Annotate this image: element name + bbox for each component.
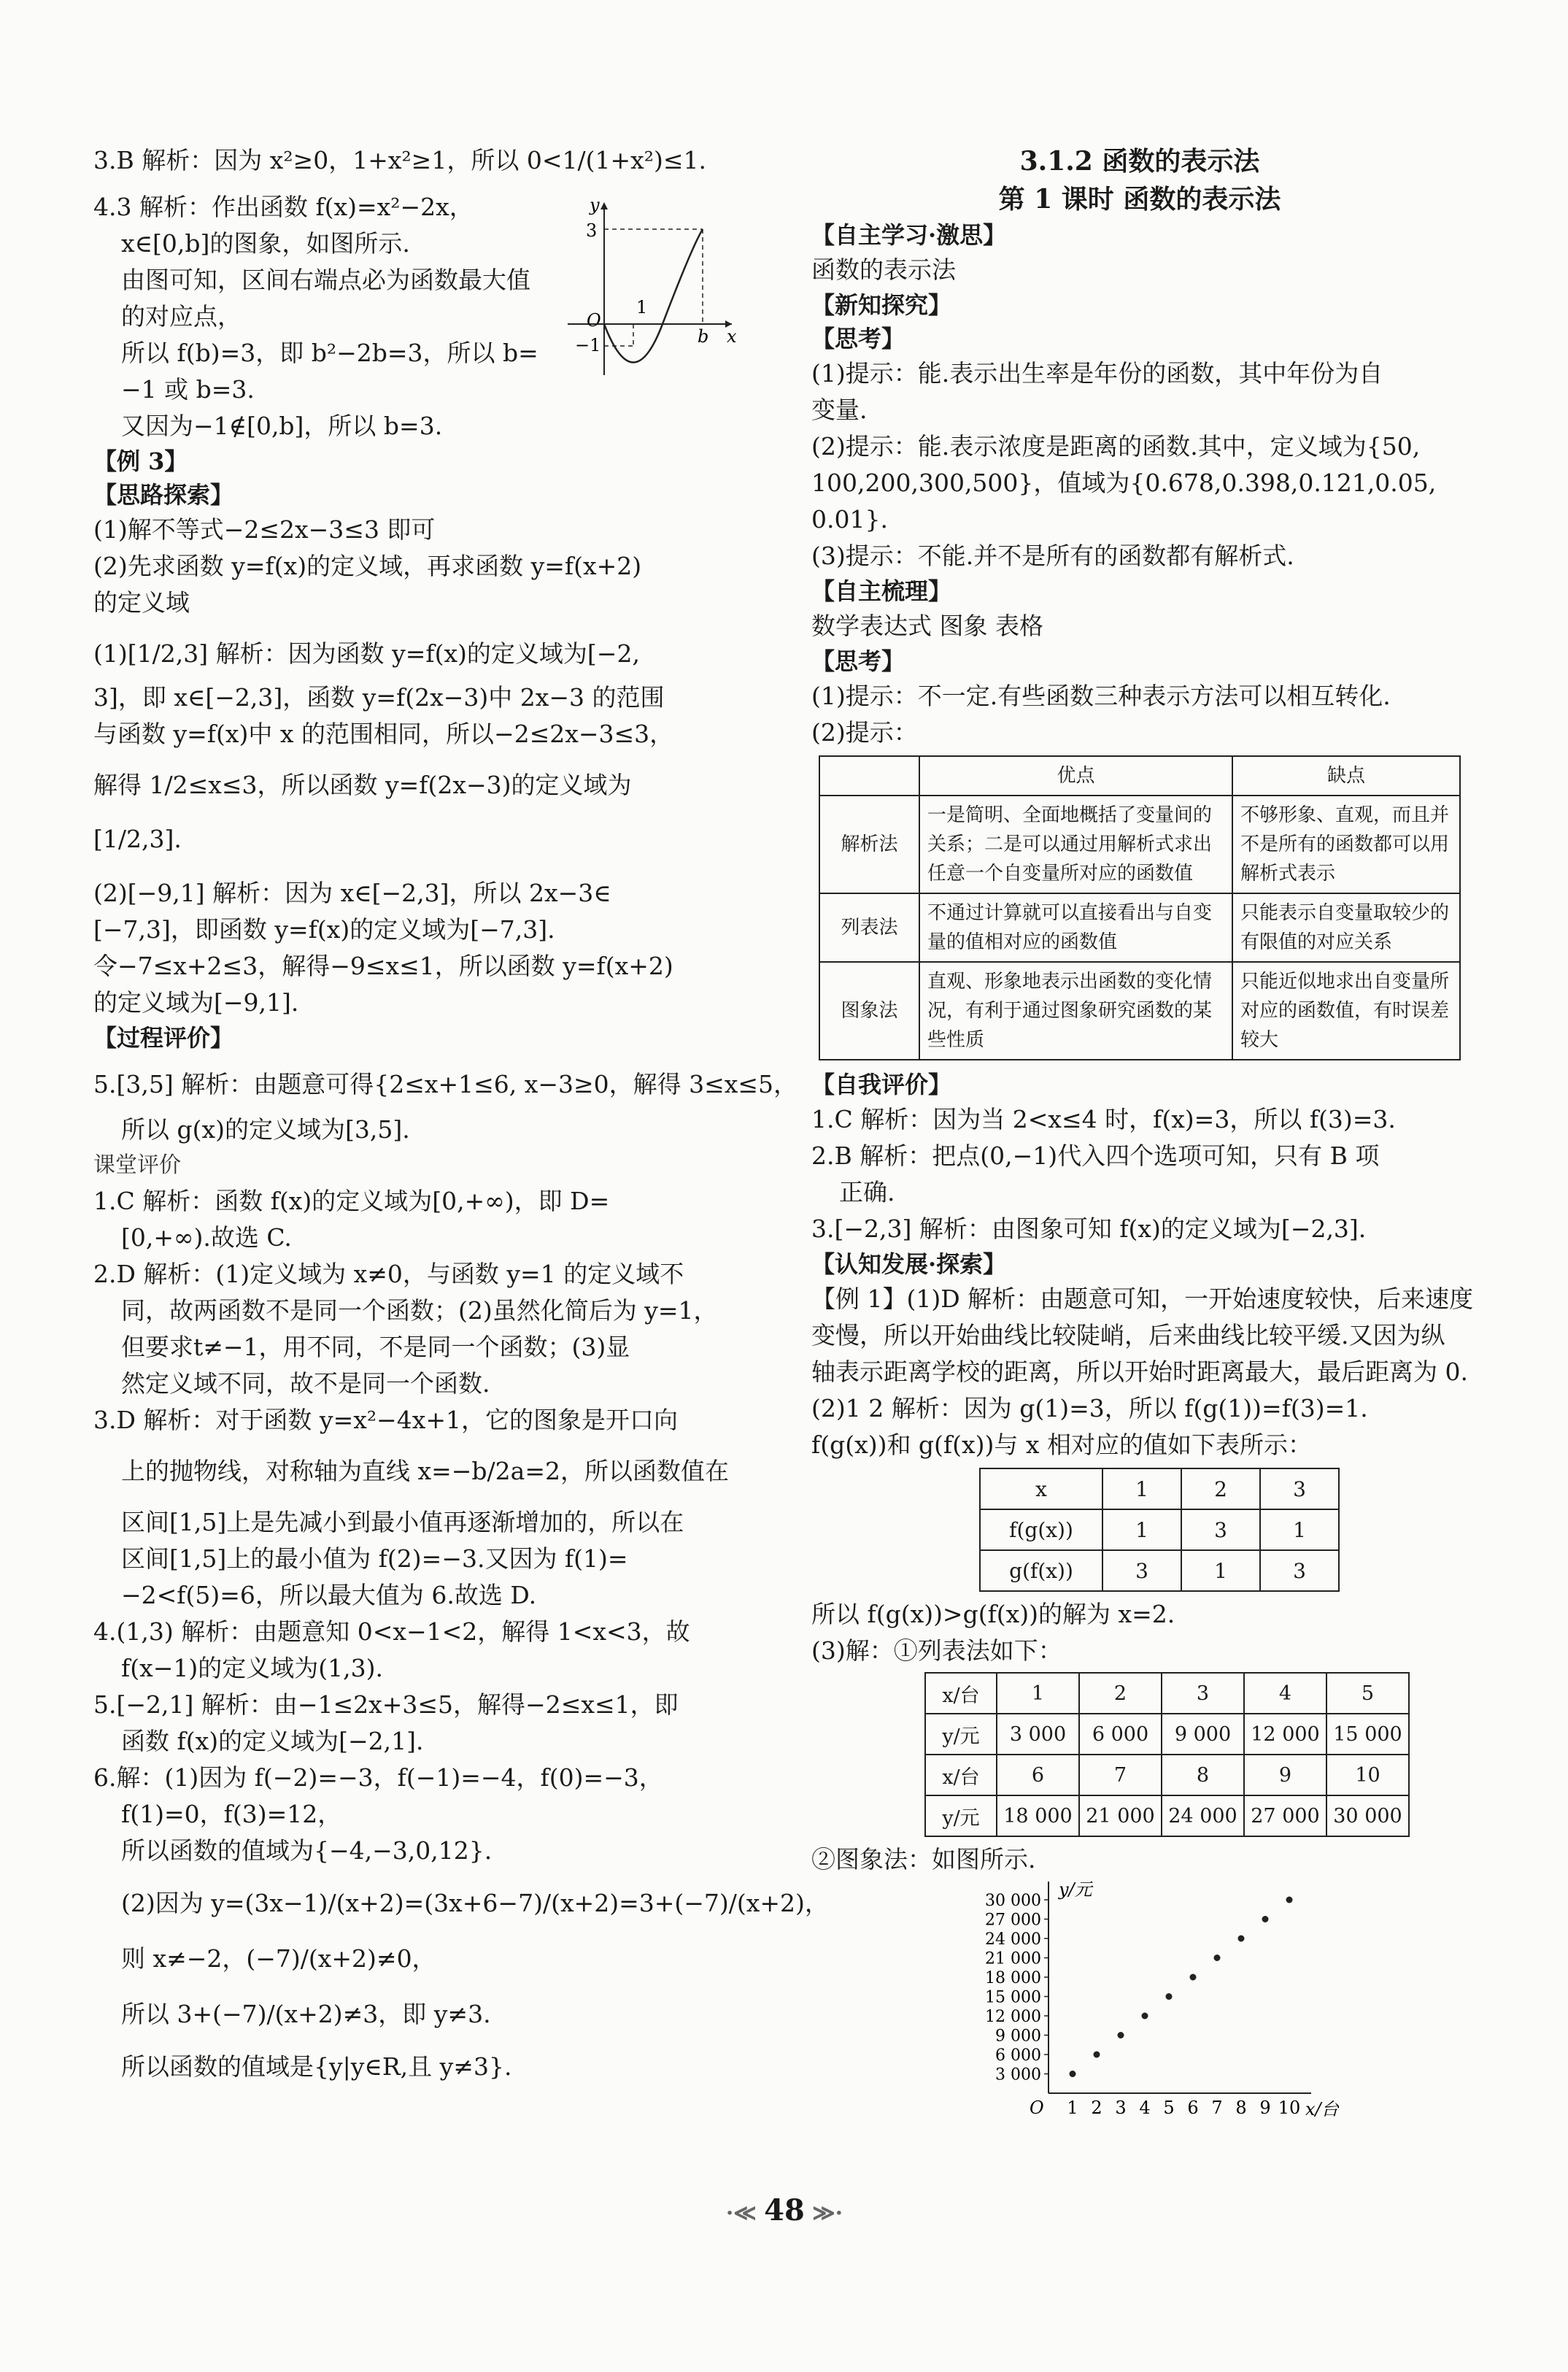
data-point xyxy=(1118,2032,1124,2038)
text-line: 变慢，所以开始曲线比较陡峭，后来曲线比较平缓.又因为纵 xyxy=(811,1321,1445,1349)
price-table xyxy=(924,1672,1410,1837)
text-line: (3)解：①列表法如下： xyxy=(811,1636,1062,1665)
text-line: 但要求t≠−1，用不同，不是同一个函数；(3)显 xyxy=(121,1333,630,1361)
cell: 3 xyxy=(1181,1509,1260,1550)
y-tick-label: 15 000 xyxy=(985,1988,1041,2007)
new-knowledge-tag: 【新知探究】 xyxy=(811,291,952,319)
text-line: 4.(1,3) 解析：由题意知 0<x−1<2，解得 1<x<3，故 xyxy=(93,1617,690,1646)
x-tick-label: 8 xyxy=(1235,2098,1247,2118)
cell: 5 xyxy=(1326,1673,1409,1714)
x-tick-label: 4 xyxy=(1139,2098,1151,2118)
text-line: 轴表示距离学校的距离，所以开始时距离最大，最后距离为 0. xyxy=(811,1358,1468,1386)
text-line: 的定义域为[−9,1]. xyxy=(93,988,299,1017)
cell: 27 000 xyxy=(1244,1795,1326,1836)
cell: 18 000 xyxy=(997,1795,1079,1836)
x-tick-label: 10 xyxy=(1278,2098,1301,2118)
parabola-b-label: b xyxy=(698,326,709,347)
cell: 3 xyxy=(1260,1468,1339,1509)
text-line: 所以函数的值域为{−4,−3,0,12}. xyxy=(121,1836,493,1865)
cell: x/台 xyxy=(925,1755,997,1795)
cell: 2 xyxy=(1181,1468,1260,1509)
x-axis-label: x/台 xyxy=(1305,2099,1339,2119)
cell: 21 000 xyxy=(1079,1795,1162,1836)
cell: 8 xyxy=(1162,1755,1244,1795)
x-tick-label: 7 xyxy=(1211,2098,1223,2118)
text-line: (2)[−9,1] 解析：因为 x∈[−2,3]，所以 2x−3∈ xyxy=(93,879,611,907)
section-title: 3.1.2 函数的表示法 xyxy=(1019,146,1260,177)
row-name: 列表法 xyxy=(819,893,919,962)
text-line: 上的抛物线，对称轴为直线 x=−b/2a=2，所以函数值在 xyxy=(121,1457,729,1485)
cell: 4 xyxy=(1244,1673,1326,1714)
text-line: 同，故两函数不是同一个函数；(2)虽然化简后为 y=1， xyxy=(121,1296,718,1325)
answer-4-block xyxy=(93,189,743,444)
text-line: 【例 1】(1)D 解析：由题意可知，一开始速度较快，后来速度 xyxy=(811,1285,1474,1313)
text-line: 函数 f(x)的定义域为[−2,1]. xyxy=(121,1727,424,1755)
cell: 30 000 xyxy=(1326,1795,1409,1836)
y-axis-label: y/元 xyxy=(1059,1879,1092,1900)
text-line: 6.解：(1)因为 f(−2)=−3，f(−1)=−4，f(0)=−3， xyxy=(93,1763,663,1792)
text-line: f(x−1)的定义域为(1,3). xyxy=(121,1654,383,1682)
parabola-tick-1: 1 xyxy=(636,297,648,317)
cell: 6 000 xyxy=(1079,1714,1162,1755)
answer-4-line: 的对应点， xyxy=(121,302,242,331)
process-eval-tag: 【过程评价】 xyxy=(93,1024,234,1052)
text-line: 所以函数的值域是{y|y∈R,且 y≠3}. xyxy=(121,2052,512,2081)
x-tick-label: 5 xyxy=(1163,2098,1175,2118)
text-line: (2)因为 y=(3x−1)/(x+2)=(3x+6−7)/(x+2)=3+(−7)/(x+2)， xyxy=(121,1889,829,1917)
self-study-tag: 【自主学习·激思】 xyxy=(811,221,1007,249)
cell: 2 xyxy=(1079,1673,1162,1714)
text-line: [−7,3]，即函数 y=f(x)的定义域为[−7,3]. xyxy=(93,915,555,944)
text-line: (3)提示：不能.并不是所有的函数都有解析式. xyxy=(811,542,1294,570)
cell: y/元 xyxy=(925,1714,997,1755)
parabola-y-label: y xyxy=(590,195,600,215)
y-tick-label: 24 000 xyxy=(985,1930,1041,1949)
text-line: 数学表达式 图象 表格 xyxy=(811,612,1043,640)
self-sort-tag: 【自主梳理】 xyxy=(811,577,952,605)
row-disadvantage: 不够形象、直观，而且并不是所有的函数都可以用解析式表示 xyxy=(1232,796,1460,893)
text-line: (2)1 2 解析：因为 g(1)=3，所以 f(g(1))=f(3)=1. xyxy=(811,1394,1368,1422)
data-point xyxy=(1286,1897,1293,1903)
y-tick-label: 18 000 xyxy=(985,1969,1041,1987)
think-tag: 【思考】 xyxy=(811,647,905,675)
text-line: 与函数 y=f(x)中 x 的范围相同，所以−2≤2x−3≤3， xyxy=(93,720,674,748)
row-advantage: 不通过计算就可以直接看出与自变量的值相对应的函数值 xyxy=(919,893,1232,962)
text-line: 解得 1/2≤x≤3，所以函数 y=f(2x−3)的定义域为 xyxy=(93,771,632,799)
text-line: 100,200,300,500}，值域为{0.678,0.398,0.121,0.05, xyxy=(811,469,1437,497)
y-tick-label: 27 000 xyxy=(985,1911,1041,1930)
cell: 1 xyxy=(1102,1468,1181,1509)
cognitive-dev-tag: 【认知发展·探索】 xyxy=(811,1250,1007,1278)
answer-4-line: −1 或 b=3. xyxy=(121,375,255,404)
y-tick-label: 3 000 xyxy=(995,2065,1041,2084)
y-tick-label: 21 000 xyxy=(985,1949,1041,1968)
cell: 3 xyxy=(1102,1550,1181,1591)
text-line: 的定义域 xyxy=(93,588,190,617)
row-advantage: 一是简明、全面地概括了变量间的关系；二是可以通过用解析式求出任意一个自变量所对应的函数值 xyxy=(919,796,1232,893)
text-line: [1/2,3]. xyxy=(93,825,182,853)
cell: f(g(x)) xyxy=(980,1509,1102,1550)
header-disadvantage: 缺点 xyxy=(1232,756,1460,796)
text-line: f(1)=0，f(3)=12， xyxy=(121,1800,342,1828)
y-tick-label: 9 000 xyxy=(995,2027,1041,2046)
text-line: 所以 3+(−7)/(x+2)≠3，即 y≠3. xyxy=(121,2000,491,2028)
cell: x xyxy=(980,1468,1102,1509)
row-disadvantage: 只能近似地求出自变量所对应的函数值，有时误差较大 xyxy=(1232,962,1460,1060)
left-column xyxy=(93,142,829,2085)
text-line: 则 x≠−2，(−7)/(x+2)≠0， xyxy=(121,1944,436,1973)
text-line: 2.D 解析：(1)定义域为 x≠0，与函数 y=1 的定义域不 xyxy=(93,1260,684,1288)
page-number-badge: ·≪ 48 ≫· xyxy=(725,2193,843,2227)
text-line: (2)提示：能.表示浓度是距离的函数.其中，定义域为{50, xyxy=(811,432,1421,461)
text-line: 然定义域不同，故不是同一个函数. xyxy=(121,1369,490,1398)
cell: g(f(x)) xyxy=(980,1550,1102,1591)
text-line: 3]，即 x∈[−2,3]，函数 y=f(2x−3)中 2x−3 的范围 xyxy=(93,683,665,712)
text-line: (1)解不等式−2≤2x−3≤3 即可 xyxy=(93,515,436,544)
cell: 1 xyxy=(1102,1509,1181,1550)
cell: 12 000 xyxy=(1244,1714,1326,1755)
text-line: 5.[−2,1] 解析：由−1≤2x+3≤5，解得−2≤x≤1，即 xyxy=(93,1690,679,1719)
answer-4-line: x∈[0,b]的图象，如图所示. xyxy=(121,229,410,258)
think-tag: 【思考】 xyxy=(811,325,905,353)
x-tick-label: 1 xyxy=(1067,2098,1078,2118)
answer-4-line: 又因为−1∉[0,b]，所以 b=3. xyxy=(121,412,443,440)
parabola-x-label: x xyxy=(727,326,737,347)
text-line: (2)先求函数 y=f(x)的定义域，再求函数 y=f(x+2) xyxy=(93,552,642,580)
x-tick-label: 9 xyxy=(1259,2098,1271,2118)
cell: 3 xyxy=(1260,1550,1339,1591)
cell: 6 xyxy=(997,1755,1079,1795)
example-3-tag: 【例 3】 xyxy=(93,447,188,475)
data-point xyxy=(1094,2052,1100,2058)
text-line: 所以 f(g(x))>g(f(x))的解为 x=2. xyxy=(811,1600,1175,1628)
cell: y/元 xyxy=(925,1795,997,1836)
text-line: f(g(x))和 g(f(x))与 x 相对应的值如下表所示： xyxy=(811,1430,1312,1459)
parabola-tick-neg1: −1 xyxy=(575,335,601,355)
cell: 9 000 xyxy=(1162,1714,1244,1755)
data-point xyxy=(1262,1916,1269,1922)
cell: 9 xyxy=(1244,1755,1326,1795)
text-line: 函数的表示法 xyxy=(811,255,956,284)
class-eval-heading: 课堂评价 xyxy=(93,1152,181,1178)
text-line: (1)[1/2,3] 解析：因为函数 y=f(x)的定义域为[−2, xyxy=(93,639,640,668)
y-tick-label: 6 000 xyxy=(995,2046,1041,2065)
right-column xyxy=(811,142,1474,2119)
parabola-origin: O xyxy=(587,310,601,331)
row-name: 图象法 xyxy=(819,962,919,1060)
comparison-table xyxy=(819,755,1461,1060)
text-line: 3.[−2,3] 解析：由图象可知 f(x)的定义域为[−2,3]. xyxy=(811,1214,1367,1243)
data-point xyxy=(1214,1955,1221,1961)
cell: 10 xyxy=(1326,1755,1409,1795)
text-line: 变量. xyxy=(811,396,868,424)
text-line: −2<f(5)=6，所以最大值为 6.故选 D. xyxy=(121,1581,537,1609)
data-point xyxy=(1142,2013,1148,2019)
row-disadvantage: 只能表示自变量取较少的有限值的对应关系 xyxy=(1232,893,1460,962)
cell: x/台 xyxy=(925,1673,997,1714)
parabola-tick-3: 3 xyxy=(586,220,598,241)
cell: 15 000 xyxy=(1326,1714,1409,1755)
text-line: 2.B 解析：把点(0,−1)代入四个选项可知，只有 B 项 xyxy=(811,1141,1380,1170)
cell: 3 xyxy=(1162,1673,1244,1714)
text-line: 区间[1,5]上的最小值为 f(2)=−3.又因为 f(1)= xyxy=(121,1544,628,1573)
lesson-title: 第 1 课时 函数的表示法 xyxy=(998,184,1281,215)
x-tick-label: 6 xyxy=(1187,2098,1199,2118)
cell: 24 000 xyxy=(1162,1795,1244,1836)
page-number: 48 xyxy=(764,2193,805,2227)
text-line: 0.01}. xyxy=(811,505,888,534)
x-tick-label: 2 xyxy=(1091,2098,1102,2118)
data-point xyxy=(1190,1974,1197,1981)
answer-3b: 3.B 解析：因为 x²≥0，1+x²≥1，所以 0<1/(1+x²)≤1. xyxy=(93,146,706,174)
fg-table xyxy=(979,1468,1340,1592)
data-point xyxy=(1070,2071,1076,2077)
row-advantage: 直观、形象地表示出函数的变化情况，有利于通过图象研究函数的某些性质 xyxy=(919,962,1232,1060)
y-tick-label: 30 000 xyxy=(985,1892,1041,1910)
data-point xyxy=(1166,1993,1173,2000)
answer-4-line: 4.3 解析：作出函数 f(x)=x²−2x， xyxy=(93,193,474,221)
row-name: 解析法 xyxy=(819,796,919,893)
text-line: ②图象法：如图所示. xyxy=(811,1845,1036,1874)
text-line: (1)提示：能.表示出生率是年份的函数，其中年份为自 xyxy=(811,359,1383,388)
parabola-graph xyxy=(560,196,743,379)
y-tick-label: 12 000 xyxy=(985,2008,1041,2026)
x-tick-label: 3 xyxy=(1115,2098,1127,2118)
text-line: 令−7≤x+2≤3，解得−9≤x≤1，所以函数 y=f(x+2) xyxy=(93,952,673,980)
answer-4-line: 由图可知，区间右端点必为函数最大值 xyxy=(121,266,530,294)
data-point xyxy=(1238,1936,1245,1942)
answer-4-line: 所以 f(b)=3，即 b²−2b=3，所以 b= xyxy=(121,339,538,367)
text-line: (2)提示： xyxy=(811,718,918,747)
text-line: 区间[1,5]上是先减小到最小值再逐渐增加的，所以在 xyxy=(121,1508,684,1536)
header-advantage: 优点 xyxy=(919,756,1232,796)
cell: 1 xyxy=(1181,1550,1260,1591)
text-line: 3.D 解析：对于函数 y=x²−4x+1，它的图象是开口向 xyxy=(93,1406,678,1434)
text-line: (1)提示：不一定.有些函数三种表示方法可以相互转化. xyxy=(811,682,1391,710)
origin-label: O xyxy=(1030,2098,1044,2118)
idea-tag: 【思路探索】 xyxy=(93,481,234,509)
text-line: 所以 g(x)的定义域为[3,5]. xyxy=(121,1115,410,1144)
cell: 1 xyxy=(1260,1509,1339,1550)
scatter-chart xyxy=(950,1878,1339,2119)
cell: 3 000 xyxy=(997,1714,1079,1755)
text-line: 1.C 解析：因为当 2<x≤4 时，f(x)=3，所以 f(3)=3. xyxy=(811,1105,1396,1133)
text-line: [0,+∞).故选 C. xyxy=(121,1223,292,1252)
self-eval-tag: 【自我评价】 xyxy=(811,1071,952,1098)
cell: 1 xyxy=(997,1673,1079,1714)
text-line: 5.[3,5] 解析：由题意可得{2≤x+1≤6, x−3≥0，解得 3≤x≤5， xyxy=(93,1070,798,1098)
cell: 7 xyxy=(1079,1755,1162,1795)
text-line: 1.C 解析：函数 f(x)的定义域为[0,+∞)，即 D= xyxy=(93,1187,610,1215)
text-line: 正确. xyxy=(839,1178,895,1206)
